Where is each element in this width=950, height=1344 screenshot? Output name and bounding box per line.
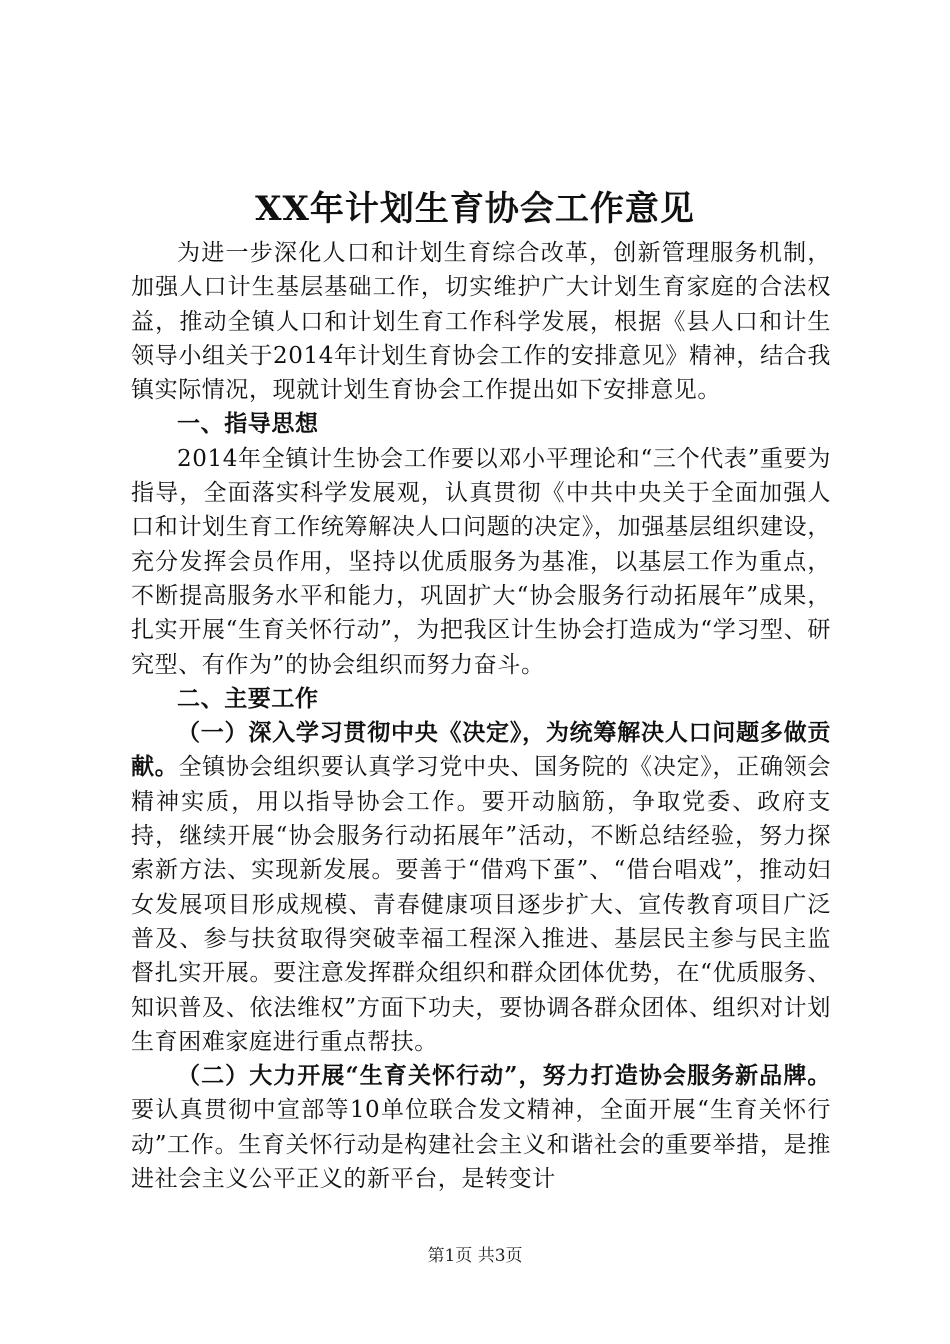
item-1-text: 全镇协会组织要认真学习党中央、国务院的《决定》，正确领会精神实质，用以指导协会工作。要开动脑筋，争取党委、政府支持，继续开展“协会服务行动拓展年”活动，不断总结经验，努力探索新方法、实现新发展。要善于“借鸡下蛋”、“借台唱戏”，推动妇女发展项目形成规模、青春健康项目逐步扩大、宣传教育项目广泛普及、参与扶贫取得突破幸福工程深入推进、基层民主参与民主监督扎实开展。要注意发挥群众组织和群众团体优势，在“优质服务、知识普及、依法维权”方面下功夫，要协调各群众团体、组织对计划生育困难家庭进行重点帮扶。 (131, 754, 831, 1055)
item-2-lead: （二）大力开展“生育关怀行动”，努力打造协会服务新品牌。 (177, 1062, 831, 1090)
item-1-lead: （一）深入学习贯彻中央《决定》，为统筹解决人口问题多做贡献。 (131, 719, 831, 781)
section-heading-main-work: 二、主要工作 (177, 684, 319, 712)
guiding-ideology-paragraph: 2014年全镇计生协会工作要以邓小平理论和“三个代表”重要为指导，全面落实科学发展观，认真贯彻《中共中央关于全面加强人口和计划生育工作统筹解决人口问题的决定》，加强基层组织建设，充分发挥会员作用，坚持以优质服务为基准，以基层工作为重点，不断提高服务水平和能力，巩固扩大“协会服务行动拓展年”成果，扎实开展“生育关怀行动”，为把我区计生协会打造成为“学习型、研究型、有作为”的协会组织而努力奋斗。 (131, 445, 831, 678)
intro-paragraph: 为进一步深化人口和计划生育综合改革，创新管理服务机制，加强人口计生基层基础工作，切实维护广大计划生育家庭的合法权益，推动全镇人口和计划生育工作科学发展，根据《县人口和计生领导小组关于2014年计划生育协会工作的安排意见》精神，结合我镇实际情况，现就计划生育协会工作提出如下安排意见。 (131, 240, 831, 404)
page-number-footer: 第1页 共3页 (427, 1246, 523, 1266)
document-body (131, 236, 831, 1196)
item-2-text: 要认真贯彻中宣部等10单位联合发文精神，全面开展“生育关怀行动”工作。生育关怀行动是构建社会主义和谐社会的重要举措，是推进社会主义公平正义的新平台，是转变计 (131, 1097, 831, 1193)
section-heading-guiding-ideology: 一、指导思想 (177, 410, 319, 438)
main-work-item-2 (131, 1059, 831, 1196)
main-work-item-1 (131, 716, 831, 1059)
document-title: XX年计划生育协会工作意见 (255, 189, 695, 229)
